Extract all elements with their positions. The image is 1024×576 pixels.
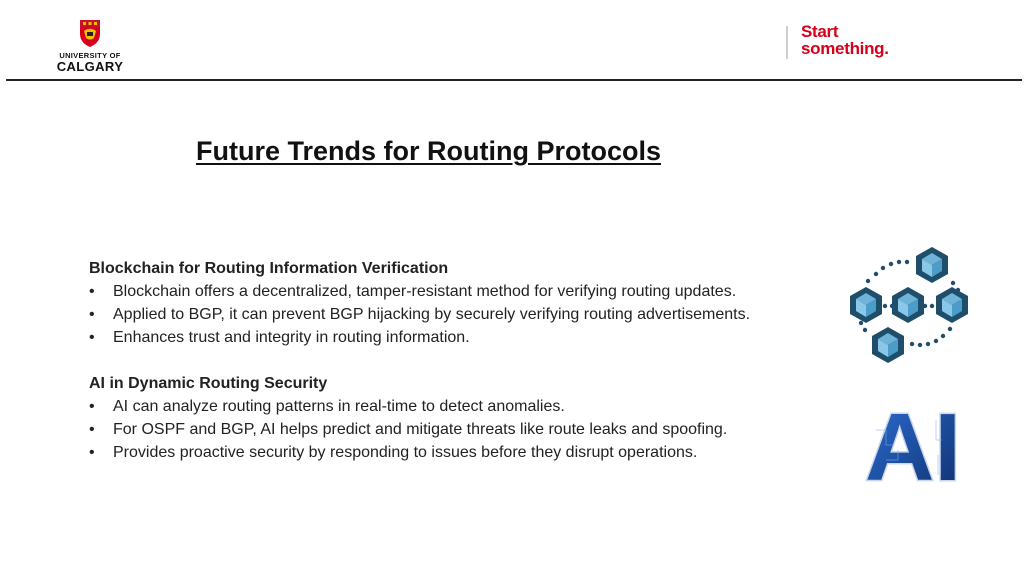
ai-text: AI	[865, 400, 961, 492]
tagline-line2: something.	[801, 39, 889, 58]
list-item	[89, 395, 849, 418]
slide-title: Future Trends for Routing Protocols	[196, 136, 661, 166]
bullet-marker: •	[89, 398, 95, 415]
tagline-logo	[801, 23, 889, 57]
section-heading: AI in Dynamic Routing Security	[89, 375, 328, 392]
crest-icon	[78, 18, 102, 48]
list-item	[89, 441, 849, 464]
section-heading: Blockchain for Routing Information Verification	[89, 260, 449, 277]
bullet-list	[89, 395, 849, 464]
ai-letters-icon	[856, 400, 970, 492]
university-name-line2: CALGARY	[56, 59, 124, 74]
bullet-marker: •	[89, 306, 95, 323]
list-item	[89, 418, 849, 441]
university-logo	[50, 18, 130, 78]
bullet-text: Applied to BGP, it can prevent BGP hijacking by securely verifying routing advertisements.	[113, 306, 751, 323]
list-item	[89, 326, 849, 349]
blockchain-cubes-icon	[846, 243, 972, 367]
bullet-marker: •	[89, 421, 95, 438]
slide-content	[89, 257, 849, 464]
tagline-line1: Start	[801, 22, 839, 41]
list-item	[89, 280, 849, 303]
bullet-text: Provides proactive security by responding to issues before they disrupt operations.	[113, 444, 698, 461]
bullet-marker: •	[89, 283, 95, 300]
bullet-text: Enhances trust and integrity in routing information.	[113, 329, 470, 346]
section-ai	[89, 372, 849, 464]
bullet-text: For OSPF and BGP, AI helps predict and mitigate threats like route leaks and spoofing.	[113, 421, 728, 438]
tagline-divider	[786, 26, 788, 59]
bullet-list	[89, 280, 849, 349]
bullet-text: Blockchain offers a decentralized, tamper-resistant method for verifying routing updates.	[113, 283, 737, 300]
section-spacer	[89, 349, 849, 372]
bullet-marker: •	[89, 444, 95, 461]
university-name-line1: UNIVERSITY OF	[59, 51, 121, 60]
list-item	[89, 303, 849, 326]
section-blockchain	[89, 257, 849, 349]
header-divider	[6, 79, 1022, 81]
bullet-text: AI can analyze routing patterns in real-time to detect anomalies.	[113, 398, 565, 415]
bullet-marker: •	[89, 329, 95, 346]
